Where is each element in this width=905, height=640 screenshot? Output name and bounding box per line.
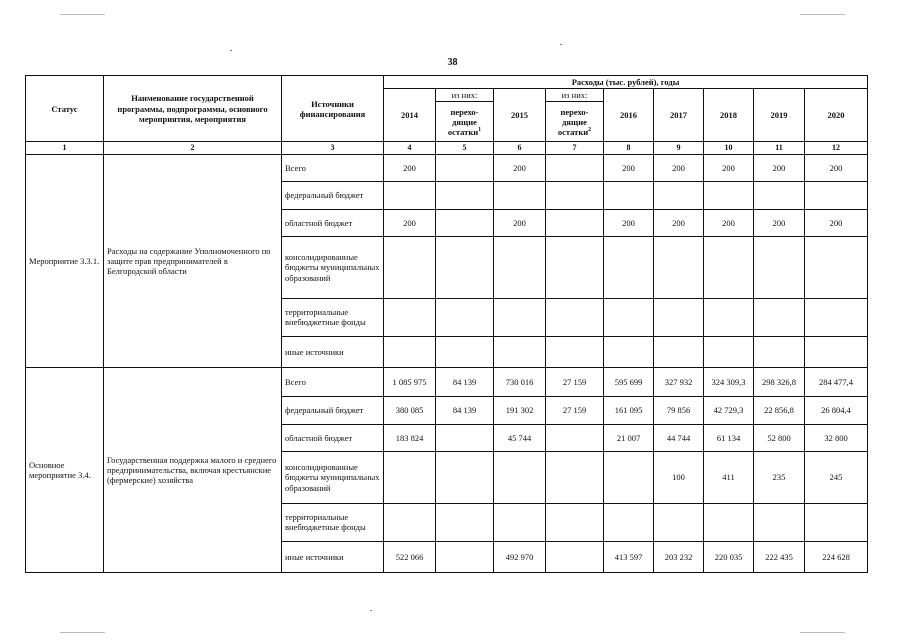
value-cell [436,209,494,236]
value-cell: 327 932 [654,367,704,396]
bottom-right-edge-mark [800,632,845,633]
value-cell [384,298,436,336]
value-cell [436,181,494,209]
value-cell [604,181,654,209]
value-cell: 380 085 [384,396,436,424]
source-cell: консолидированные бюджеты муниципальных образований [282,451,384,503]
value-cell: 203 232 [654,541,704,572]
value-cell [384,236,436,298]
value-cell: 200 [494,154,546,181]
value-cell [546,451,604,503]
header-carryover: перехо-дящие остатки$^2$ [546,102,604,142]
value-cell: 61 134 [704,424,754,451]
value-cell: 84 139 [436,367,494,396]
value-cell [436,503,494,541]
column-number: 9 [654,142,704,155]
header-from-them: из них: [436,89,494,102]
status-cell: Мероприятие 3.3.1. [26,154,104,367]
header-from-them: из них: [546,89,604,102]
bottom-left-edge-mark [60,632,105,633]
column-numbers-row [26,142,868,155]
value-cell [436,424,494,451]
table-body [26,154,868,572]
value-cell [604,503,654,541]
value-cell [546,181,604,209]
value-cell [494,298,546,336]
value-cell [654,336,704,367]
column-number: 4 [384,142,436,155]
header-expenses: Расходы (тыс. рублей), годы [384,76,868,89]
value-cell [384,503,436,541]
value-cell: 413 597 [604,541,654,572]
value-cell: 245 [805,451,868,503]
header-status: Статус [26,76,104,142]
value-cell [654,298,704,336]
value-cell: 200 [704,209,754,236]
source-cell: иные источники [282,541,384,572]
column-number: 6 [494,142,546,155]
value-cell: 284 477,4 [805,367,868,396]
value-cell: 595 699 [604,367,654,396]
source-cell: территориальные внебюджетные фонды [282,298,384,336]
value-cell [546,236,604,298]
table-row [26,367,868,396]
value-cell: 27 159 [546,396,604,424]
value-cell [436,451,494,503]
source-cell: Всего [282,367,384,396]
value-cell [754,236,805,298]
value-cell: 224 628 [805,541,868,572]
value-cell [436,154,494,181]
value-cell: 730 016 [494,367,546,396]
value-cell: 45 744 [494,424,546,451]
value-cell [546,503,604,541]
value-cell [704,503,754,541]
value-cell: 27 159 [546,367,604,396]
source-cell: федеральный бюджет [282,181,384,209]
scan-speck [230,50,232,51]
value-cell [494,451,546,503]
value-cell [805,503,868,541]
value-cell [805,236,868,298]
value-cell [546,154,604,181]
value-cell [604,336,654,367]
value-cell: 200 [604,154,654,181]
value-cell [384,451,436,503]
value-cell: 200 [384,154,436,181]
header-year: 2020 [805,89,868,142]
value-cell [384,181,436,209]
value-cell [436,236,494,298]
scan-speck [370,610,372,611]
value-cell: 200 [604,209,654,236]
value-cell: 161 095 [604,396,654,424]
value-cell: 100 [654,451,704,503]
value-cell: 32 800 [805,424,868,451]
value-cell [754,298,805,336]
value-cell: 26 804,4 [805,396,868,424]
name-cell: Расходы на содержание Уполномоченного по защите прав предпринимателей в Белгородской области [104,154,282,367]
status-cell: Основное мероприятие 3.4. [26,367,104,572]
name-cell: Государственная поддержка малого и среднего предпринимательства, включая крестьянские (фермерские) хозяйства [104,367,282,572]
table-row [26,154,868,181]
value-cell: 522 066 [384,541,436,572]
value-cell: 298 326,8 [754,367,805,396]
source-cell: федеральный бюджет [282,396,384,424]
column-number: 11 [754,142,805,155]
value-cell [494,336,546,367]
value-cell: 200 [654,154,704,181]
header-name: Наименование государственной программы, подпрограммы, основного мероприятия, мероприятия [104,76,282,142]
value-cell [436,336,494,367]
column-number: 5 [436,142,494,155]
value-cell: 200 [754,154,805,181]
source-cell: консолидированные бюджеты муниципальных образований [282,236,384,298]
value-cell: 200 [384,209,436,236]
column-number: 7 [546,142,604,155]
value-cell [654,181,704,209]
value-cell [754,503,805,541]
value-cell [604,236,654,298]
value-cell [754,181,805,209]
page-number: 38 [447,57,458,68]
column-number: 10 [704,142,754,155]
value-cell [546,209,604,236]
value-cell: 492 970 [494,541,546,572]
value-cell: 79 856 [654,396,704,424]
top-right-edge-mark [800,14,845,15]
value-cell: 200 [805,209,868,236]
column-number: 2 [104,142,282,155]
value-cell [805,298,868,336]
column-number: 12 [805,142,868,155]
value-cell [546,336,604,367]
value-cell [436,298,494,336]
value-cell: 21 007 [604,424,654,451]
header-year: 2016 [604,89,654,142]
header-year: 2018 [704,89,754,142]
top-left-edge-mark [60,14,105,15]
value-cell [704,298,754,336]
header-year: 2019 [754,89,805,142]
value-cell [436,541,494,572]
value-cell [494,236,546,298]
source-cell: иные источники [282,336,384,367]
value-cell [704,336,754,367]
value-cell: 52 800 [754,424,805,451]
value-cell [654,236,704,298]
value-cell: 200 [704,154,754,181]
value-cell: 220 035 [704,541,754,572]
value-cell: 191 302 [494,396,546,424]
value-cell: 200 [805,154,868,181]
value-cell: 183 824 [384,424,436,451]
budget-table [25,75,868,573]
source-cell: территориальные внебюджетные фонды [282,503,384,541]
source-cell: областной бюджет [282,209,384,236]
value-cell: 324 309,3 [704,367,754,396]
value-cell [604,451,654,503]
header-year: 2017 [654,89,704,142]
value-cell: 44 744 [654,424,704,451]
value-cell [494,181,546,209]
value-cell [546,424,604,451]
value-cell: 200 [494,209,546,236]
value-cell: 411 [704,451,754,503]
value-cell [546,298,604,336]
source-cell: областной бюджет [282,424,384,451]
value-cell [654,503,704,541]
header-year: 2015 [494,89,546,142]
value-cell: 1 085 975 [384,367,436,396]
value-cell [384,336,436,367]
value-cell: 200 [654,209,704,236]
value-cell: 84 139 [436,396,494,424]
value-cell [494,503,546,541]
column-number: 3 [282,142,384,155]
value-cell [754,336,805,367]
header-year: 2014 [384,89,436,142]
value-cell [805,181,868,209]
value-cell: 200 [754,209,805,236]
scan-speck [560,44,562,45]
value-cell: 42 729,3 [704,396,754,424]
source-cell: Всего [282,154,384,181]
value-cell [546,541,604,572]
value-cell [604,298,654,336]
value-cell [805,336,868,367]
column-number: 1 [26,142,104,155]
value-cell [704,181,754,209]
value-cell: 222 435 [754,541,805,572]
value-cell: 22 856,8 [754,396,805,424]
header-sources: Источники финансирования [282,76,384,142]
value-cell [704,236,754,298]
column-number: 8 [604,142,654,155]
value-cell: 235 [754,451,805,503]
header-carryover: перехо-дящие остатки$^1$ [436,102,494,142]
